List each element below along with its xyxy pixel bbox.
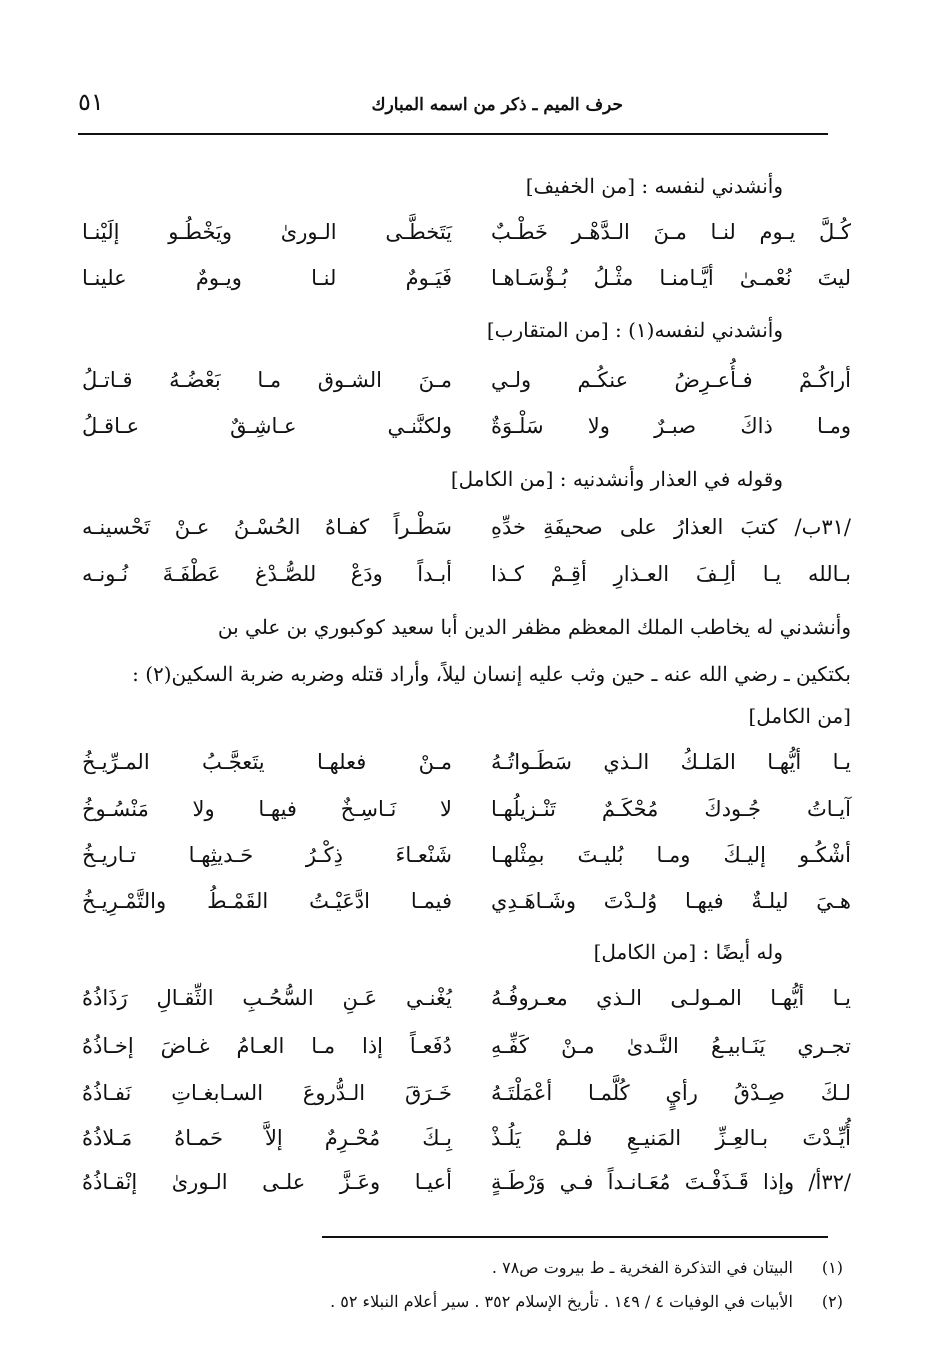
verse-right-hemistich: هـيَ ليلـةٌ فيهـا وُلـدْتَ وشَـاهَـدِي: [491, 889, 851, 913]
verse-right-hemistich: ليتَ نُعْمـىٰ أيَّـامنـا مثْـلُ بُـؤْسَـاهـا: [491, 266, 851, 290]
verse-left-hemistich: سَطْـراً كفـاهُ الحُسْـنُ عـنْ تَحْسينـه: [82, 515, 452, 539]
footnote: [243, 1258, 843, 1282]
footnote: [243, 1292, 843, 1316]
verse-left-hemistich: خَـرَقَ الـدُّروعَ السـابغـاتِ نَفـاذُهُ: [82, 1081, 452, 1105]
header-rule: [78, 133, 828, 135]
verse-left-hemistich: شَنْعـاءَ ذِكْـرُ حَـديثِهـا تـاريـخُ: [82, 843, 452, 867]
verse-left-hemistich: فَيَـومٌ لنـا ويـومٌ علينـا: [82, 266, 452, 290]
verse-left-hemistich: مـنَ الشـوق مـا بَعْضُـهُ قـاتـلُ: [82, 368, 452, 392]
verse-left-hemistich: لا نَـاسِـخٌ فيهـا ولا مَنْسُـوخُ: [82, 797, 452, 821]
verse-right-hemistich: كُـلَّ يـوم لنـا مـنَ الـدَّهْـر خَطْـبٌ: [491, 220, 851, 244]
paragraph-line: وأنشدني له يخاطب الملك المعظم مظفر الدين أبا سعيد كوكبوري بن علي بن: [217, 615, 851, 639]
section-intro: وأنشدني لنفسه(١) : [من المتقارب]: [486, 318, 783, 342]
verse-right-hemistich: /٣١ب/ كتبَ العذارُ على صحيفَةِ خدِّهِ: [491, 515, 851, 539]
section-intro: وأنشدني لنفسه : [من الخفيف]: [525, 174, 783, 198]
verse-left-hemistich: دُفَعـاً إذا مـا العـامُ غـاضَ إخـاذُهُ: [82, 1034, 452, 1058]
verse-left-hemistich: بِـكَ مُحْـرِمٌ إلاَّ حَمـاهُ مَـلاذُهُ: [82, 1126, 452, 1150]
verse-right-hemistich: بـالله يـا ألِـفَ العـذارِ أقِـمْ كـذا: [491, 562, 851, 586]
verse-right-hemistich: أُيِّـدْتَ بـالعِـزِّ المَنيـعِ فلـمْ يَلُـذْ: [491, 1126, 851, 1150]
verse-right-hemistich: /٣٢أ/ وإذا قَـذَفْـتَ مُعَـانـداً فـي وَرْطَـةٍ: [491, 1170, 851, 1194]
verse-left-hemistich: أعيـا وعَـزَّ علـى الـورىٰ إنْقـاذُهُ: [82, 1170, 452, 1194]
verse-left-hemistich: ولكنَّنـي عـاشِـقٌ عـاقـلُ: [82, 414, 452, 438]
verse-right-hemistich: تجـري يَنَـابيـعُ النَّـدىٰ مـنْ كَفِّـهِ: [491, 1034, 851, 1058]
verse-right-hemistich: لـكَ صِـدْقُ رأيٍ كُلَّمـا أعْمَلْتَـهُ: [491, 1081, 851, 1105]
footnote-number: (٢): [821, 1292, 843, 1311]
footnote-text: البيتان في التذكرة الفخرية ـ ط بيروت ص٧٨ .: [491, 1258, 793, 1277]
page-number: ٥١: [78, 88, 104, 116]
verse-right-hemistich: أراكُـمْ فـأُعـرِضُ عنكُـم ولـي: [491, 368, 851, 392]
footnote-number: (١): [821, 1258, 843, 1277]
verse-left-hemistich: يُغْنـي عَـنِ السُّحُـبِ الثِّقـالِ رَذَاذُهُ: [82, 986, 452, 1010]
verse-left-hemistich: مـنْ فعلهـا يتَعجَّـبُ المـرِّيـخُ: [82, 750, 452, 774]
footnote-separator: [322, 1236, 828, 1238]
footnote-text: الأبيات في الوفيات ٤ / ١٤٩ . تأريخ الإسلام ٣٥٢ . سير أعلام النبلاء ٥٢ .: [330, 1292, 793, 1311]
verse-right-hemistich: أشْكُـو إليـكَ ومـا بُليـتَ بمِثْلهـا: [491, 843, 851, 867]
section-intro: وله أيضًا : [من الكامل]: [593, 940, 783, 964]
verse-right-hemistich: ومـا ذاكَ صبـرٌ ولا سَلْـوَةٌ: [491, 414, 851, 438]
paragraph-line: بكتكين ـ رضي الله عنه ـ حين وثب عليه إنسان ليلاً، وأراد قتله وضربه ضربة السكين(٢) :: [132, 662, 851, 686]
verse-left-hemistich: أبـداً ودَعْ للصُّـدْغ عَطْفَـةَ نُـونـه: [82, 562, 452, 586]
paragraph-line: [من الكامل]: [748, 704, 851, 728]
running-header-title: حرف الميم ـ ذكر من اسمه المبارك: [371, 95, 623, 115]
verse-right-hemistich: يـا أيُّهـا المَلـكُ الـذي سَطَـواتُـهُ: [491, 750, 851, 774]
section-intro: وقوله في العذار وأنشدنيه : [من الكامل]: [450, 467, 783, 491]
verse-right-hemistich: يـا أيُّهـا المـولـى الـذي معـروفُـهُ: [491, 986, 851, 1010]
verse-left-hemistich: فيمـا ادَّعَيْـتُ القَمْـطُ والتَّمْـرِيـخُ: [82, 889, 452, 913]
verse-left-hemistich: يَتَخطَّـى الـورىٰ ويَخْطُـو إلَيْنـا: [82, 220, 452, 244]
verse-right-hemistich: آيـاتُ جُـودكَ مُحْكَـمٌ تَنْـزيلُهـا: [491, 797, 851, 821]
